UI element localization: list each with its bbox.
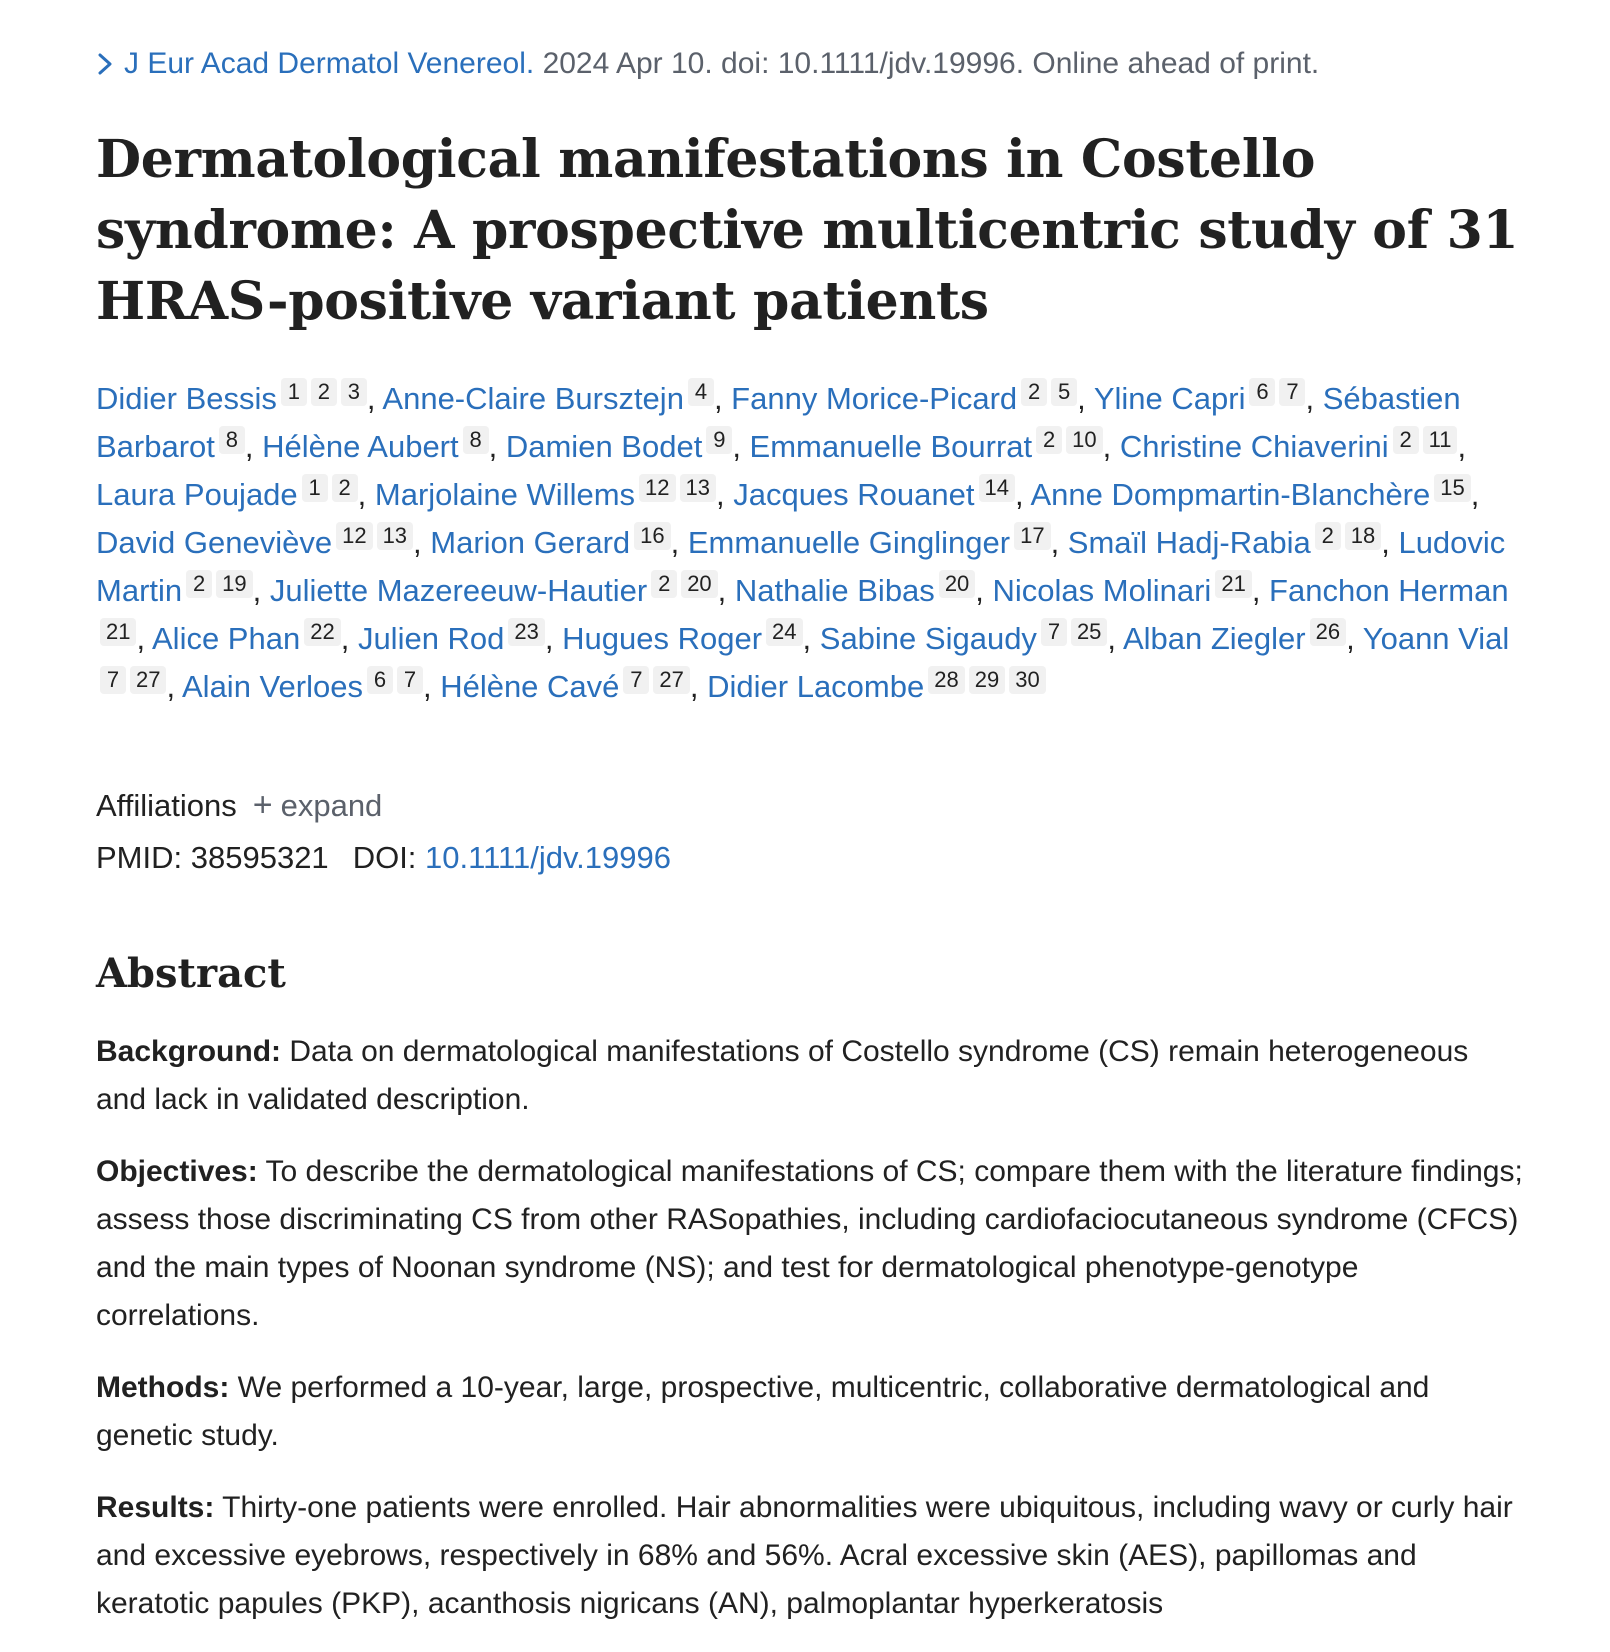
affiliation-ref[interactable]: 2 [1021, 378, 1047, 406]
author-link[interactable]: Sébastien Barbarot [96, 381, 1461, 464]
author-item [375, 477, 716, 512]
affiliation-ref[interactable]: 8 [463, 426, 489, 454]
affiliation-ref[interactable]: 6 [367, 666, 393, 694]
chevron-right-icon[interactable] [96, 44, 124, 84]
author-item [750, 429, 1103, 464]
author-item [993, 573, 1252, 608]
author-link[interactable]: Alice Phan [152, 621, 301, 656]
author-separator: , [975, 573, 993, 608]
affiliation-ref[interactable]: 23 [508, 618, 544, 646]
affiliation-ref[interactable]: 12 [336, 522, 372, 550]
author-item [382, 381, 714, 416]
affiliation-ref[interactable]: 7 [623, 666, 649, 694]
affiliation-ref[interactable]: 17 [1014, 522, 1050, 550]
author-item [182, 669, 423, 704]
author-separator: , [422, 669, 441, 704]
expand-label: expand [280, 788, 383, 823]
affiliations-expand-button[interactable] [253, 788, 383, 823]
author-link[interactable]: Ludovic Martin [96, 525, 1506, 608]
affiliation-ref[interactable]: 22 [304, 618, 340, 646]
affiliation-ref[interactable]: 28 [928, 666, 964, 694]
section-label: Results: [96, 1491, 215, 1524]
doi-label: DOI: [352, 840, 417, 875]
plus-icon: + [252, 786, 273, 824]
author-separator: , [1102, 429, 1120, 464]
author-link[interactable]: Marion Gerard [430, 525, 631, 560]
journal-link[interactable]: J Eur Acad Dermatol Venereol. [124, 47, 535, 80]
author-link[interactable]: Didier Lacombe [707, 669, 925, 704]
author-item [731, 381, 1077, 416]
identifiers-row [96, 838, 671, 878]
affiliation-ref[interactable]: 12 [639, 474, 675, 502]
author-item [1068, 525, 1381, 560]
affiliation-ref[interactable]: 19 [216, 570, 252, 598]
author-separator: , [413, 525, 431, 560]
doi-link[interactable]: 10.1111/jdv.19996 [425, 840, 671, 875]
affiliation-ref[interactable]: 13 [680, 474, 716, 502]
affiliation-ref[interactable]: 16 [634, 522, 670, 550]
author-separator: , [1014, 477, 1031, 512]
author-link[interactable]: Nicolas Molinari [992, 573, 1212, 608]
author-separator: , [689, 669, 708, 704]
author-separator: , [717, 573, 735, 608]
author-item [562, 621, 802, 656]
abstract-section-results [96, 1484, 1526, 1628]
author-separator: , [1381, 525, 1399, 560]
author-item [1031, 477, 1471, 512]
section-text: Thirty-one patients were enrolled. Hair abnormalities were ubiquitous, including wavy or curly hair and excessive eyebrows, respectively in 68% and 56%. Acral excessive skin (AES), papillomas and keratotic papules (PKP), acanthosis nigricans (AN), palmoplantar hyperkeratosis [96, 1491, 1513, 1620]
affiliation-ref[interactable]: 8 [219, 426, 245, 454]
section-text: We performed a 10-year, large, prospective, multicentric, collaborative dermatological and genetic study. [96, 1371, 1430, 1452]
abstract-body [96, 1028, 1526, 1652]
citation-details: 2024 Apr 10. doi: 10.1111/jdv.19996. Online ahead of print. [542, 47, 1320, 80]
author-item [96, 525, 413, 560]
author-separator: , [1305, 381, 1323, 416]
author-separator: , [544, 621, 563, 656]
author-item [735, 573, 975, 608]
author-item [1123, 621, 1346, 656]
author-item [733, 477, 1015, 512]
author-link[interactable]: Damien Bodet [505, 429, 703, 464]
author-item [1094, 381, 1306, 416]
affiliation-ref[interactable]: 1 [281, 378, 307, 406]
author-item [506, 429, 732, 464]
author-link[interactable]: Juliette Mazereeuw-Hautier [269, 573, 648, 608]
author-link[interactable]: Julien Rod [357, 621, 505, 656]
affiliation-ref[interactable]: 15 [1434, 474, 1470, 502]
pmid-value: 38595321 [190, 840, 329, 875]
author-separator: , [713, 381, 732, 416]
affiliation-ref[interactable]: 24 [766, 618, 802, 646]
author-separator: , [166, 669, 182, 704]
author-link[interactable]: Fanchon Herman [1269, 573, 1509, 608]
author-item [96, 381, 367, 416]
author-separator: , [715, 477, 734, 512]
author-item [1120, 429, 1458, 464]
author-separator: , [340, 621, 358, 656]
affiliation-ref[interactable]: 14 [979, 474, 1015, 502]
author-link[interactable]: Didier Bessis [96, 381, 277, 416]
authors-list [96, 375, 1536, 711]
affiliation-ref[interactable]: 4 [688, 378, 714, 406]
author-link[interactable]: Hugues Roger [562, 621, 763, 656]
author-link[interactable]: Yoann Vial [1362, 621, 1510, 656]
author-link[interactable]: Laura Poujade [96, 477, 298, 512]
author-link[interactable]: Emmanuelle Ginglinger [687, 525, 1011, 560]
author-link[interactable]: Marjolaine Willems [374, 477, 636, 512]
author-separator: , [366, 381, 383, 416]
affiliation-ref[interactable]: 20 [939, 570, 975, 598]
affiliation-ref[interactable]: 20 [681, 570, 717, 598]
affiliation-ref[interactable]: 9 [706, 426, 732, 454]
author-separator: , [252, 573, 270, 608]
affiliation-ref[interactable]: 2 [311, 378, 337, 406]
author-link[interactable]: Fanny Morice-Picard [731, 381, 1018, 416]
affiliation-ref[interactable]: 2 [651, 570, 677, 598]
affiliation-ref[interactable]: 5 [1051, 378, 1077, 406]
author-separator: , [1050, 525, 1068, 560]
author-link[interactable]: Christine Chiaverini [1119, 429, 1389, 464]
abstract-section-objectives [96, 1148, 1526, 1340]
author-link[interactable]: David Geneviève [96, 525, 333, 560]
affiliation-ref[interactable]: 11 [1423, 426, 1458, 454]
author-link[interactable]: Jacques Rouanet [733, 477, 975, 512]
author-item [152, 621, 341, 656]
pmid-label: PMID: [96, 840, 183, 875]
author-link[interactable]: Nathalie Bibas [734, 573, 935, 608]
affiliations-label: Affiliations [96, 788, 237, 823]
abstract-section-background [96, 1028, 1526, 1124]
author-separator: , [1470, 477, 1480, 512]
author-separator: , [488, 429, 506, 464]
author-separator: , [1077, 381, 1094, 416]
affiliation-ref[interactable]: 18 [1345, 522, 1381, 550]
author-link[interactable]: Yline Capri [1093, 381, 1246, 416]
author-item [430, 525, 670, 560]
author-item [688, 525, 1051, 560]
section-text: Data on dermatological manifestations of Costello syndrome (CS) remain heterogeneous and lack in validated description. [96, 1035, 1469, 1116]
author-separator: , [1346, 621, 1363, 656]
author-item [270, 573, 718, 608]
affiliation-ref[interactable]: 1 [302, 474, 328, 502]
affiliation-ref[interactable]: 26 [1310, 618, 1346, 646]
author-link[interactable]: Alban Ziegler [1122, 621, 1306, 656]
affiliation-ref[interactable]: 25 [1071, 618, 1107, 646]
section-label: Objectives: [96, 1155, 258, 1188]
article-title: Dermatological manifestations in Costello syndrome: A prospective multicentric study of 31 HRAS-positive variant patients [96, 129, 1519, 332]
author-separator: , [1251, 573, 1270, 608]
section-label: Methods: [96, 1371, 230, 1404]
affiliation-ref[interactable]: 27 [130, 666, 166, 694]
affiliation-ref[interactable]: 2 [1393, 426, 1419, 454]
author-separator: , [136, 621, 152, 656]
affiliation-ref[interactable]: 7 [100, 666, 126, 694]
affiliation-ref[interactable]: 13 [377, 522, 413, 550]
affiliation-ref[interactable]: 7 [1041, 618, 1067, 646]
affiliation-ref[interactable]: 2 [186, 570, 212, 598]
affiliation-ref[interactable]: 2 [1036, 426, 1062, 454]
affiliations-row [96, 785, 382, 826]
affiliation-ref[interactable]: 2 [332, 474, 358, 502]
author-separator: , [732, 429, 750, 464]
affiliation-ref[interactable]: 3 [341, 378, 367, 406]
author-separator: , [1107, 621, 1123, 656]
abstract-section-methods [96, 1364, 1526, 1460]
affiliation-ref[interactable]: 2 [1315, 522, 1341, 550]
affiliation-ref[interactable]: 21 [100, 618, 136, 646]
author-item [707, 669, 1046, 704]
abstract-heading: Abstract [96, 950, 286, 997]
citation-line [96, 44, 1319, 84]
author-link[interactable]: Anne-Claire Bursztejn [382, 381, 684, 416]
author-item [262, 429, 488, 464]
author-item [440, 669, 690, 704]
author-link[interactable]: Hélène Aubert [262, 429, 459, 464]
affiliation-ref[interactable]: 29 [969, 666, 1005, 694]
affiliation-ref[interactable]: 30 [1009, 666, 1045, 694]
affiliation-ref[interactable]: 21 [1215, 570, 1251, 598]
author-item [358, 621, 545, 656]
affiliation-ref[interactable]: 27 [653, 666, 689, 694]
author-separator: , [357, 477, 375, 512]
author-link[interactable]: Hélène Cavé [440, 669, 620, 704]
section-text: To describe the dermatological manifestations of CS; compare them with the literature findings; assess those discriminating CS from other RASopathies, including cardiofaciocutaneous syndrome (CFCS) and the main types of Noonan syndrome (NS); and test for dermatological phenotype-genotype correlations. [96, 1155, 1523, 1332]
author-link[interactable]: Emmanuelle Bourrat [749, 429, 1033, 464]
author-item [820, 621, 1108, 656]
affiliation-ref[interactable]: 6 [1249, 378, 1275, 406]
author-item [96, 477, 358, 512]
affiliation-ref[interactable]: 10 [1066, 426, 1102, 454]
section-label: Background: [96, 1035, 282, 1068]
author-link[interactable]: Sabine Sigaudy [819, 621, 1037, 656]
author-separator: , [670, 525, 688, 560]
author-separator: , [244, 429, 263, 464]
affiliation-ref[interactable]: 7 [1279, 378, 1305, 406]
author-separator: , [1457, 429, 1467, 464]
author-link[interactable]: Smaïl Hadj-Rabia [1067, 525, 1311, 560]
author-separator: , [802, 621, 820, 656]
author-link[interactable]: Anne Dompmartin-Blanchère [1030, 477, 1431, 512]
author-link[interactable]: Alain Verloes [182, 669, 363, 704]
affiliation-ref[interactable]: 7 [397, 666, 423, 694]
